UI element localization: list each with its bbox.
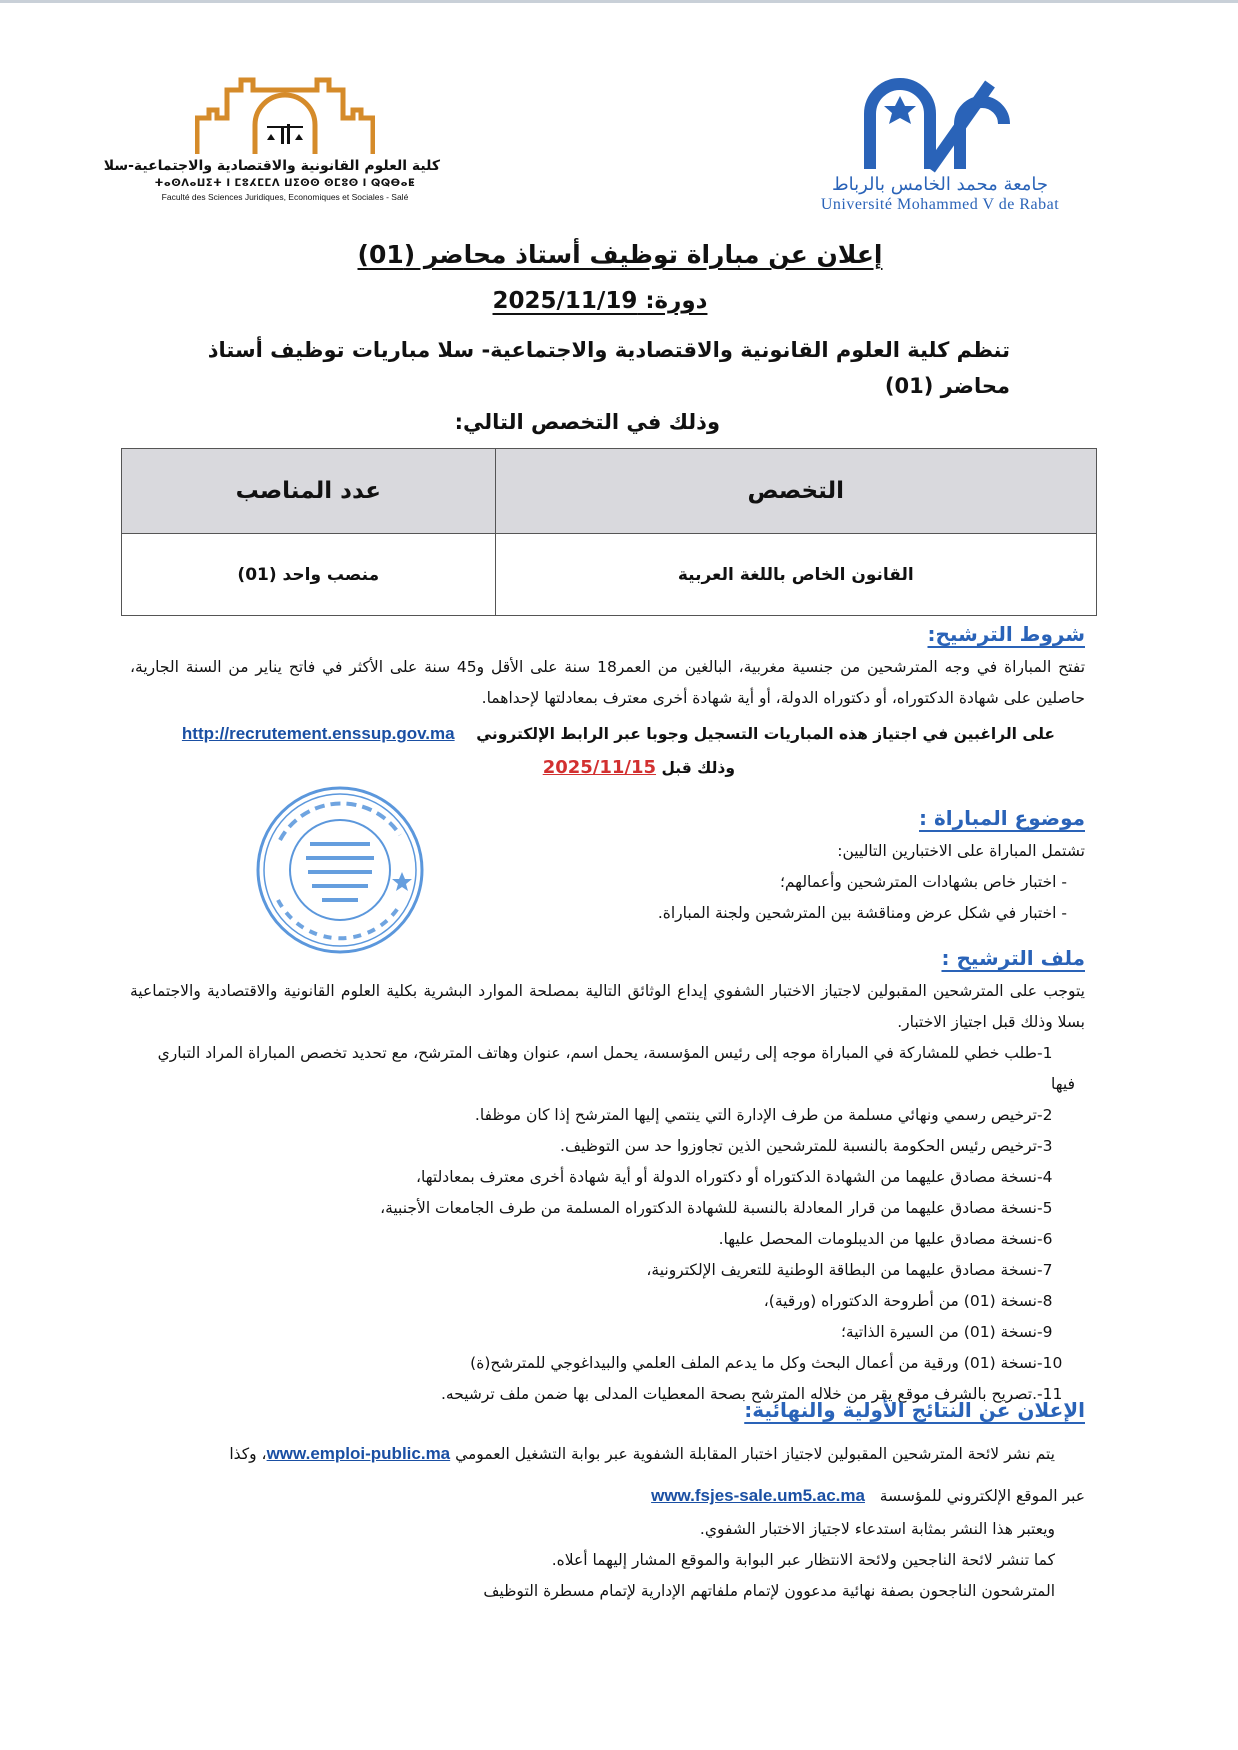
deadline-text: وذلك قبل: [661, 759, 735, 777]
faculty-name-tifinagh: ⵜⴰⵙⴷⴰⵡⵉⵜ ⵏ ⵎⵓⵃⵎⵎⴷ ⵡⵉⵙⵙ ⵙⵎⵓⵙ ⵏ ⵕⵕⴱⴰⵟ: [154, 178, 416, 189]
intro-text: تنظم كلية العلوم القانونية والاقتصادية والاجتماعية- سلا مباريات توظيف أستاذ محاضر (01) وذلك في التخصص التالي:: [207, 338, 1010, 434]
results-line-4: كما تنشر لائحة الناجحين ولائحة الانتظار عبر البوابة والموقع المشار إليهما أعلاه.: [551, 1551, 1055, 1569]
conditions-section: [130, 622, 1085, 784]
faculty-logo: [103, 70, 440, 210]
results-line-3: ويعتبر هذا النشر بمثابة استدعاء لاجتياز الاختبار الشفوي.: [699, 1520, 1055, 1538]
cell-specialty: القانون الخاص باللغة العربية: [495, 534, 1096, 616]
list-item: 8-نسخة (01) من أطروحة الدكتوراه (ورقية)،: [763, 1292, 1053, 1310]
list-item: 1-طلب خطي للمشاركة في المباراة موجه إلى رئيس المؤسسة، يحمل اسم، عنوان وهاتف المترشح، مع تحديد تخصص المباراة المراد التباري فيها: [157, 1044, 1075, 1093]
results-text-2: عبر الموقع الإلكتروني للمؤسسة: [879, 1487, 1085, 1505]
conditions-text: تفتح المباراة في وجه المترشحين من جنسية مغربية، البالغين من العمر18 سنة على الأقل و45 سنة على الأكثر في فاتح يناير من السنة الجارية، حاصلين على شهادة الدكتوراه، أو دكتوراه الدولة، أو أية شهادة أخرى معترف بمعادلتها لإحداهما.: [130, 658, 1086, 707]
list-item: - اختبار في شكل عرض ومناقشة بين المترشحين ولجنة المباراة.: [657, 904, 1067, 922]
documents-list: [130, 1038, 1085, 1410]
university-name-fr: Université Mohammed V de Rabat: [820, 196, 1060, 213]
university-name-ar: جامعة محمد الخامس بالرباط: [831, 174, 1049, 195]
list-item: 9-نسخة (01) من السيرة الذاتية؛: [840, 1323, 1053, 1341]
session-date: دورة: 2025/11/19: [492, 288, 708, 314]
register-link[interactable]: http://recrutement.enssup.gov.ma: [181, 724, 455, 743]
results-text-1-tail: ، وكذا: [229, 1445, 267, 1463]
results-line-2: [130, 1480, 1085, 1512]
results-line-1: [130, 1438, 1085, 1470]
file-intro: يتوجب على المترشحين المقبولين لاجتياز الاختبار الشفوي إيداع الوثائق التالية بمصلحة الموارد البشرية بكلية العلوم القانونية والاقتصادية والاجتماعية بسلا وذلك قبل اجتياز الاختبار.: [130, 982, 1085, 1031]
register-line: [130, 718, 1085, 750]
results-heading: الإعلان عن النتائج الأولية والنهائية:: [744, 1398, 1085, 1422]
subject-heading: موضوع المباراة :: [919, 806, 1085, 830]
results-text-1: يتم نشر لائحة المترشحين المقبولين لاجتياز اختبار المقابلة الشفوية عبر بوابة التشغيل العمومي: [455, 1445, 1055, 1463]
announcement-title: إعلان عن مباراة توظيف أستاذ محاضر (01): [357, 240, 883, 269]
table-header-row: [122, 449, 1097, 534]
list-item: 3-ترخيص رئيس الحكومة بالنسبة للمترشحين الذين تجاوزوا حد سن التوظيف.: [560, 1137, 1053, 1155]
table-row: [122, 534, 1097, 616]
faculty-name-fr: Faculté des Sciences Juridiques, Economiques et Sociales - Salé: [161, 192, 409, 202]
conditions-heading: شروط الترشيح:: [927, 622, 1085, 646]
list-item: 10-نسخة (01) ورقية من أعمال البحث وكل ما يدعم الملف العلمي والبيداغوجي للمترشح(ة): [470, 1354, 1063, 1372]
list-item: 6-نسخة مصادق عليها من الديبلومات المحصل عليها.: [718, 1230, 1053, 1248]
cell-positions: منصب واحد (01): [122, 534, 496, 616]
faculty-site-link[interactable]: www.fsjes-sale.um5.ac.ma: [651, 1486, 865, 1505]
deadline-date: 2025/11/15: [542, 757, 657, 778]
results-section: [130, 1398, 1085, 1607]
list-item: 5-نسخة مصادق عليهما من قرار المعادلة بالنسبة للشهادة الدكتوراه المسلمة من طرف الجامعات الأجنبية،: [380, 1199, 1053, 1217]
university-emblem-icon: [850, 74, 1030, 174]
register-text: على الراغبين في اجتياز هذه المباريات التسجيل وجوبا عبر الرابط الإلكتروني: [476, 725, 1055, 743]
faculty-name-ar: كلية العلوم القانونية والاقتصادية والاجتماعية-سلا: [103, 158, 440, 174]
file-heading: ملف الترشيح :: [941, 946, 1085, 970]
positions-table: [121, 448, 1097, 616]
results-line-5: المترشحون الناجحون بصفة نهائية مدعوون لإتمام ملفاتهم الإدارية لإتمام مسطرة التوظيف: [483, 1582, 1055, 1600]
subject-section: [130, 806, 1085, 929]
header-positions: عدد المناصب: [122, 449, 496, 534]
university-logo: [790, 74, 1090, 214]
header-specialty: التخصص: [495, 449, 1096, 534]
list-item: 2-ترخيص رسمي ونهائي مسلمة من طرف الإدارة التي ينتمي إليها المترشح إذا كان موظفا.: [474, 1106, 1053, 1124]
file-section: [130, 946, 1085, 1410]
list-item: 4-نسخة مصادق عليهما من الشهادة الدكتوراه أو دكتوراه الدولة أو أية شهادة أخرى معترف بمعادلتها،: [416, 1168, 1053, 1186]
emploi-public-link[interactable]: www.emploi-public.ma: [266, 1444, 451, 1463]
subject-intro: تشتمل المباراة على الاختبارين التاليين:: [837, 842, 1085, 860]
faculty-gate-icon: [195, 70, 375, 156]
list-item: 11-.تصريح بالشرف موقع يقر من خلاله المترشح بصحة المعطيات المدلى بها ضمن ملف ترشيحه.: [440, 1385, 1063, 1403]
list-item: - اختبار خاص بشهادات المترشحين وأعمالهم؛: [779, 873, 1067, 891]
scan-top-edge: [0, 0, 1238, 3]
list-item: 7-نسخة مصادق عليهما من البطاقة الوطنية للتعريف الإلكترونية،: [646, 1261, 1053, 1279]
